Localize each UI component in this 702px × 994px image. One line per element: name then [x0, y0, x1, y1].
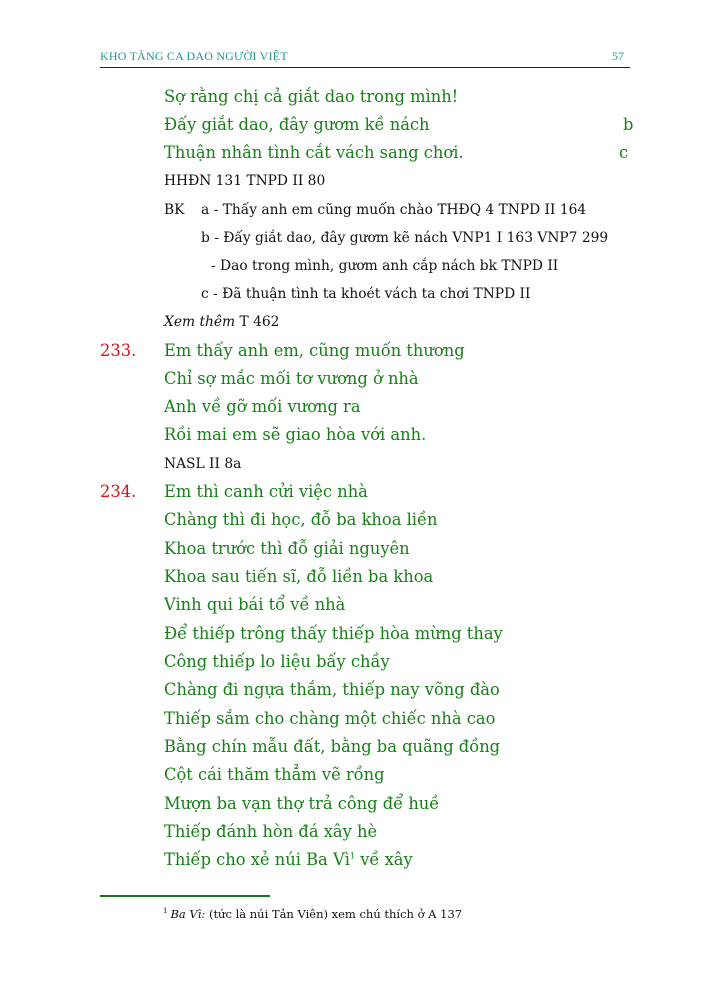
intro-verse-2: Đấy giắt dao, đây gươm kề nách: [164, 115, 430, 134]
poem234-line-14: [164, 850, 413, 869]
poem234-line-12: Mượn ba vạn thợ trả công để huề: [164, 794, 440, 813]
footnote-text: (tức là núi Tản Viên) xem chú thích ở A 137: [205, 907, 463, 921]
poem234-line-14-text: Thiếp cho xẻ núi Ba Vì: [164, 850, 350, 869]
poem234-line-6: Để thiếp trông thấy thiếp hòa mừng thay: [164, 624, 503, 643]
poem-number-234: 234.: [100, 482, 137, 501]
bk-variant-b: b - Đấy giắt dao, đây gươm kẽ nách VNP1 I 163 VNP7 299: [201, 230, 609, 246]
footnote-divider: [100, 895, 270, 897]
footnote-ref-marker[interactable]: 1: [349, 851, 356, 861]
footnote: [163, 907, 462, 921]
poem233-source: NASL II 8a: [164, 456, 242, 472]
poem234-line-7: Công thiếp lo liệu bấy chầy: [164, 652, 390, 671]
poem234-line-11: Cột cái thăm thẳm vẽ rồng: [164, 765, 385, 784]
poem233-line-2: Chỉ sợ mắc mối tơ vương ở nhà: [164, 369, 419, 388]
bk-variant-b-alt: - Dao trong mình, gươm anh cắp nách bk TNPD II: [211, 258, 559, 274]
poem234-line-1: Em thì canh cửi việc nhà: [164, 482, 368, 501]
poem-number-233: 233.: [100, 341, 137, 360]
poem234-line-4: Khoa sau tiến sĩ, đỗ liền ba khoa: [164, 567, 434, 586]
header-divider: [100, 67, 630, 68]
intro-verse-3: Thuận nhân tình cắt vách sang chơi.: [164, 143, 464, 162]
bk-variant-a: a - Thấy anh em cũng muốn chào THĐQ 4 TNPD II 164: [201, 202, 587, 218]
page-number: 57: [612, 49, 624, 63]
source-reference: HHĐN 131 TNPD II 80: [164, 173, 326, 189]
poem234-line-3: Khoa trước thì đỗ giải nguyên: [164, 539, 410, 558]
poem234-line-2: Chàng thì đi học, đỗ ba khoa liền: [164, 510, 438, 529]
footnote-marker: 1: [163, 907, 168, 916]
poem234-line-13: Thiếp đánh hòn đá xây hè: [164, 822, 378, 841]
poem234-line-9: Thiếp sắm cho chàng một chiếc nhà cao: [164, 709, 496, 728]
see-also: [164, 314, 279, 330]
poem233-line-4: Rồi mai em sẽ giao hòa với anh.: [164, 425, 427, 444]
poem234-line-10: Bằng chín mẫu đất, bằng ba quãng đồng: [164, 737, 501, 756]
poem234-line-8: Chàng đi ngựa thắm, thiếp nay võng đào: [164, 680, 500, 699]
variant-mark-b: b: [623, 115, 634, 134]
poem233-line-1: Em thấy anh em, cũng muốn thương: [164, 341, 465, 360]
bk-variant-c: c - Đã thuận tình ta khoét vách ta chơi TNPD II: [201, 286, 531, 302]
poem234-line-5: Vinh qui bái tổ về nhà: [164, 595, 346, 614]
running-header-title: KHO TÀNG CA DAO NGƯỜI VIỆT: [100, 49, 288, 63]
footnote-term: Ba Vì:: [170, 907, 206, 921]
bk-label: BK: [164, 202, 185, 218]
poem234-line-14-end: về xây: [355, 850, 413, 869]
see-also-ref: T 462: [239, 314, 280, 330]
poem233-line-3: Anh về gỡ mối vương ra: [164, 397, 361, 416]
intro-verse-1: Sợ rằng chị cả giắt dao trong mình!: [164, 87, 459, 106]
see-also-label: Xem thêm: [164, 314, 236, 330]
variant-mark-c: c: [619, 143, 629, 162]
